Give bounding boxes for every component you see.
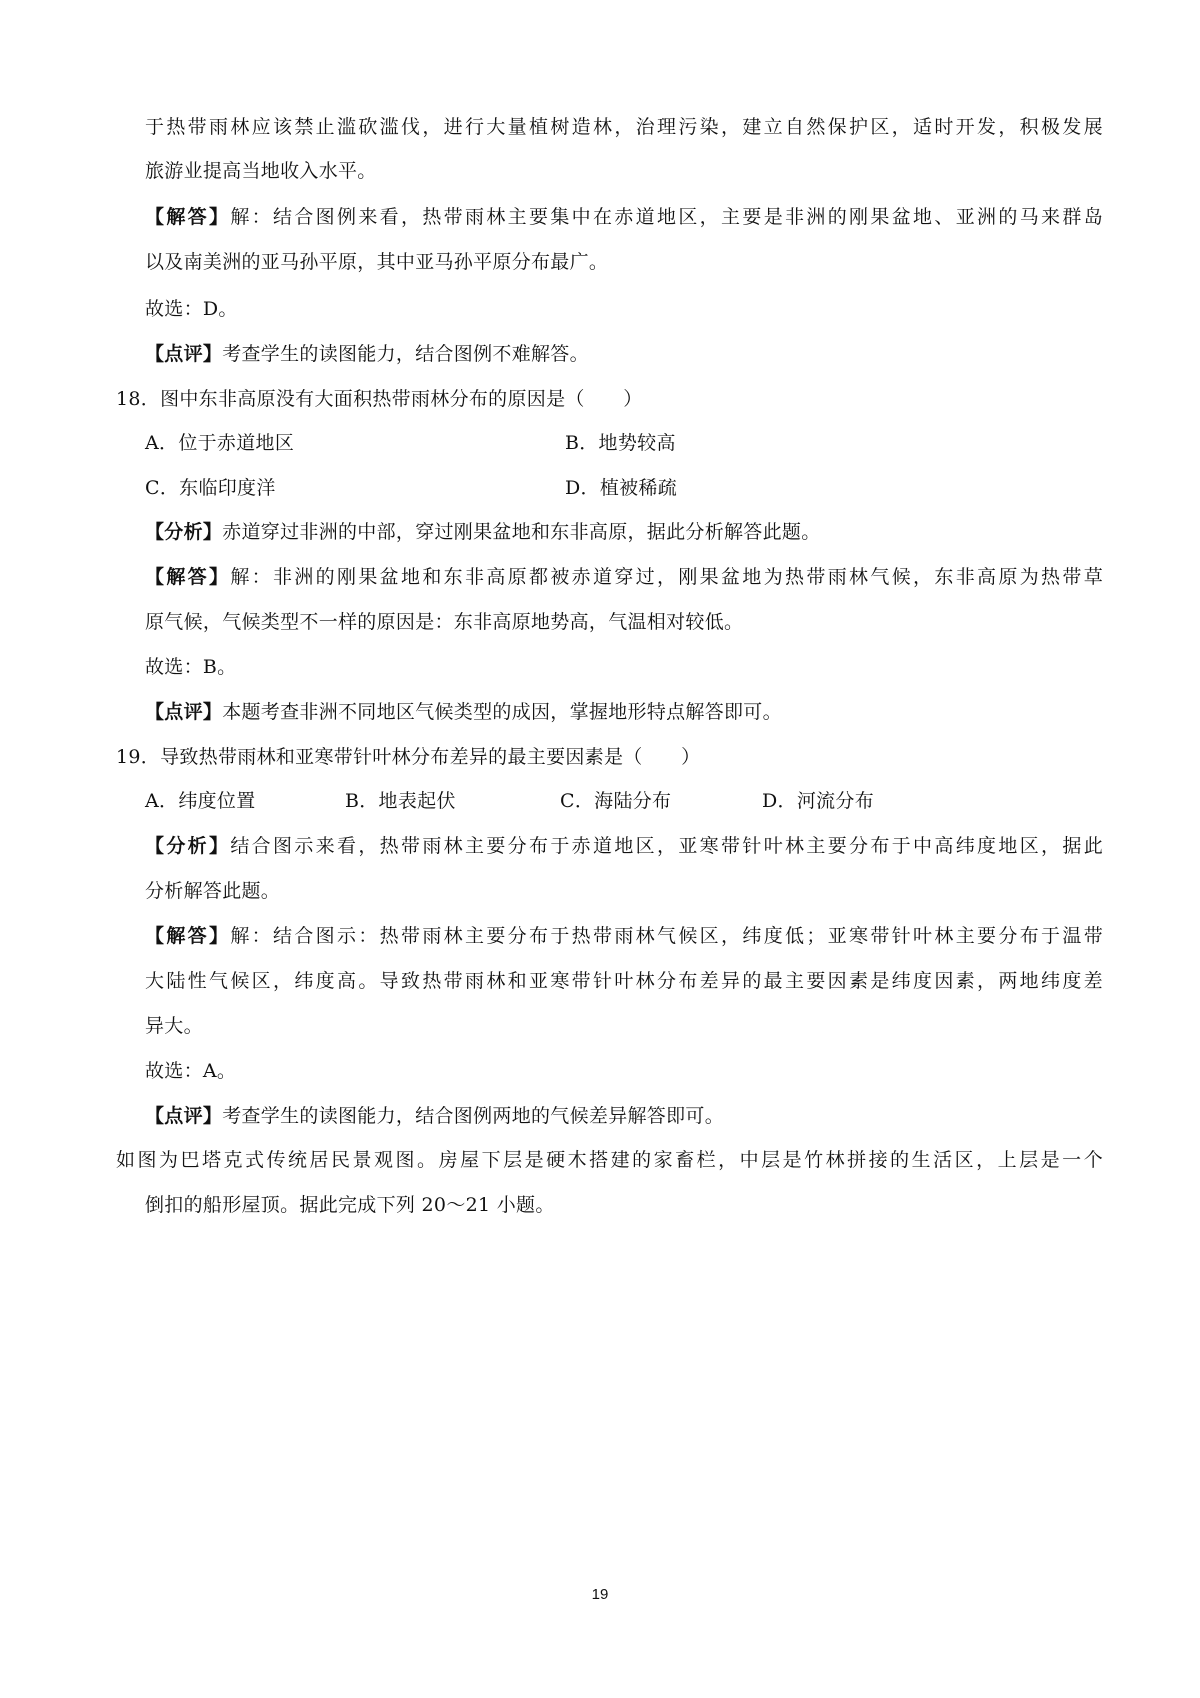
q19-option-d: D．河流分布 <box>762 790 875 812</box>
q18-option-d: D．植被稀疏 <box>565 477 678 499</box>
solution-tag: 【解答】 <box>145 925 231 947</box>
paragraph-line: 旅游业提高当地收入水平。 <box>145 160 377 182</box>
q19-option-b: B．地表起伏 <box>345 790 456 812</box>
q19-stem: 19．导致热带雨林和亚寒带针叶林分布差异的最主要因素是（ ） <box>116 746 701 768</box>
solution-tag: 【解答】 <box>145 206 231 228</box>
comment-text: 考查学生的读图能力，结合图例不难解答。 <box>222 343 589 365</box>
paragraph-line: 于热带雨林应该禁止滥砍滥伐，进行大量植树造林，治理污染，建立自然保护区，适时开发，积极发展 <box>145 116 1103 138</box>
q18-analysis <box>145 520 821 544</box>
q18-option-b: B．地势较高 <box>565 432 676 454</box>
solution-text: 解：非洲的刚果盆地和东非高原都被赤道穿过，刚果盆地为热带雨林气候，东非高原为热带草 <box>230 566 1103 588</box>
analysis-text: 赤道穿过非洲的中部，穿过刚果盆地和东非高原，据此分析解答此题。 <box>222 521 821 543</box>
q19-analysis-line <box>145 834 1103 858</box>
analysis-tag: 【分析】 <box>145 835 231 857</box>
q18-option-a: A．位于赤道地区 <box>145 432 295 454</box>
comment-tag: 【点评】 <box>145 343 223 365</box>
q19-solution-line: 大陆性气候区，纬度高。导致热带雨林和亚寒带针叶林分布差异的最主要因素是纬度因素，两地纬度差 <box>145 970 1103 992</box>
comment-tag: 【点评】 <box>145 701 223 723</box>
q19-solution-line: 异大。 <box>145 1015 203 1037</box>
q19-solution-line <box>145 924 1103 948</box>
analysis-text: 结合图示来看，热带雨林主要分布于赤道地区，亚寒带针叶林主要分布于中高纬度地区，据此 <box>230 835 1103 857</box>
page-number: 19 <box>591 1586 609 1603</box>
intro-line: 如图为巴塔克式传统居民景观图。房屋下层是硬木搭建的家畜栏，中层是竹林拼接的生活区，上层是一个 <box>116 1149 1103 1171</box>
q18-stem: 18．图中东非高原没有大面积热带雨林分布的原因是（ ） <box>116 388 643 410</box>
q18-comment <box>145 700 782 724</box>
solution-text: 解：结合图示：热带雨林主要分布于热带雨林气候区，纬度低；亚寒带针叶林主要分布于温带 <box>230 925 1103 947</box>
q19-comment <box>145 1104 724 1128</box>
q18-answer: 故选：B。 <box>145 656 237 678</box>
intro-line: 倒扣的船形屋顶。据此完成下列 20～21 小题。 <box>145 1194 555 1216</box>
solution-tag: 【解答】 <box>145 566 231 588</box>
q18-option-c: C．东临印度洋 <box>145 477 276 499</box>
comment-text: 考查学生的读图能力，结合图例两地的气候差异解答即可。 <box>222 1105 725 1127</box>
q18-solution-line <box>145 565 1103 589</box>
q18-solution-line: 原气候，气候类型不一样的原因是：东非高原地势高，气温相对较低。 <box>145 611 744 633</box>
analysis-tag: 【分析】 <box>145 521 223 543</box>
comment-tag: 【点评】 <box>145 1105 223 1127</box>
q17-comment <box>145 342 589 366</box>
q19-analysis-line: 分析解答此题。 <box>145 880 281 902</box>
solution-text: 解：结合图例来看，热带雨林主要集中在赤道地区，主要是非洲的刚果盆地、亚洲的马来群岛 <box>230 206 1103 228</box>
q19-option-a: A．纬度位置 <box>145 790 256 812</box>
comment-text: 本题考查非洲不同地区气候类型的成因，掌握地形特点解答即可。 <box>222 701 782 723</box>
q17-solution-line <box>145 205 1103 229</box>
q18-options-row-1 <box>145 431 294 455</box>
q17-solution-line: 以及南美洲的亚马孙平原，其中亚马孙平原分布最广。 <box>145 251 609 273</box>
q19-option-c: C．海陆分布 <box>560 790 672 812</box>
q19-answer: 故选：A。 <box>145 1060 237 1082</box>
q17-answer: 故选：D。 <box>145 298 238 320</box>
